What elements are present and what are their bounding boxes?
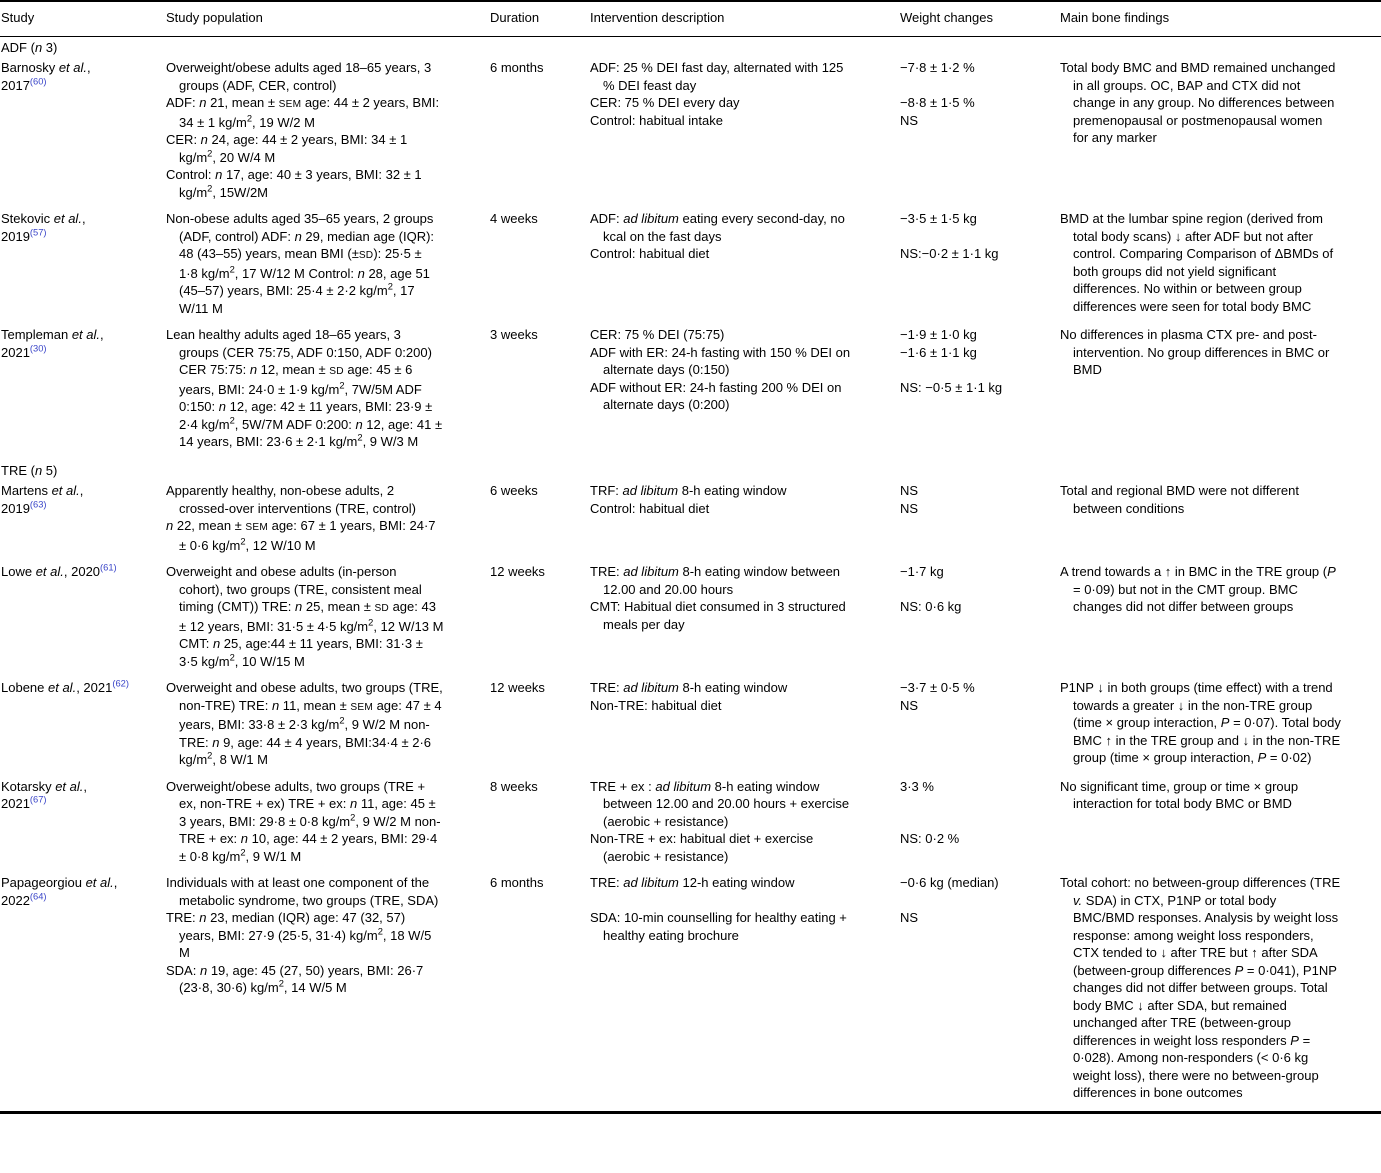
cell-duration: 8 weeks [490,778,538,794]
table-row-martens [0,482,1381,563]
cell-population: Lean healthy adults aged 18–65 years, 3 groups (CER 75:75, ADF 0:150, ADF 0:200) CER 75:75: n 12, mean ± SD age: 45 ± 6 years, BMI: 24·0 ± 1·9 $kg/m^2$, 7W/5M ADF 0:150: n 12, age: 42 ± 11 years, BMI: 23·9 ± 2·4 $kg/m^2$, 5W/7M ADF 0:200: n 12, age: 41 ± 14 years, BMI: 23·6 ± 2·1 $kg/m^2$, 9 W/3 M [166,327,443,449]
column-header-population: Study population [166,1,490,36]
cell-duration: 4 weeks [490,211,538,226]
cell-weight: −1·9 ± 1·0 kg −1·6 ± 1·1 kg NS: −0·5 ± 1·1 kg [900,327,1003,395]
cell-findings: A trend towards a ↑ in BMC in the TRE group (P = 0·09) but not in the CMT group. BMC changes did not differ between groups [1060,564,1336,614]
cell-intervention: CER: 75 % DEI (75:75) ADF with ER: 24-h fasting with 150 % DEI on alternate days (0:150) ADF without ER: 24-h fasting 200 % DEI on alternate days (0:200) [590,327,851,412]
cell-duration: 3 weeks [490,327,538,342]
citation-ref-link[interactable]: (57) [29,227,47,238]
column-header-findings: Main bone findings [1060,1,1381,36]
cell-population: Non-obese adults aged 35–65 years, 2 groups (ADF, control) ADF: n 29, median age (IQR): 48 (43–55) years, mean BMI (±SD): 25·5 ± 1·8 $kg/m^2$, 17 W/12 M Control: n 28, age 51 (45–57) years, BMI: 25·4 ± 2·2 $kg/m^2$, 17 W/11 M [166,211,435,316]
cell-intervention: TRE + ex : ad libitum 8-h eating window between 12.00 and 20.00 hours + exercise (aerobic + resistance) Non-TRE + ex: habitual diet + exercise (aerobic + resistance) [590,778,850,864]
citation-ref-link[interactable]: (67) [29,794,47,805]
cell-findings: Total body BMC and BMD remained unchanged in all groups. OC, BAP and CTX did not change in any group. No differences between premenopausal or postmenopausal women for any marker [1060,60,1336,145]
cell-study: Martens et al., 2019$^{(63)}$ [1,483,84,516]
cell-weight: 3·3 % NS: 0·2 % [900,778,960,846]
cell-weight: −1·7 kg NS: 0·6 kg [900,564,962,614]
cell-intervention: TRF: ad libitum 8-h eating window Control: habitual diet [590,483,787,516]
cell-population: Overweight and obese adults (in-person cohort), two groups (TRE, consistent meal timing (CMT)) TRE: n 25, mean ± SD age: 43 ± 12 years, BMI: 31·5 ± 4·5 $kg/m^2$, 12 W/13 M CMT: n 25, age:44 ± 11 years, BMI: 31·3 ± 3·5 $kg/m^2$, 10 W/15 M [166,564,444,669]
table-row-lobene [0,679,1381,778]
cell-intervention: TRE: ad libitum 8-h eating window Non-TRE: habitual diet [590,680,788,713]
cell-study: Barnosky et al., 2017$^{(60)}$ [1,60,91,93]
cell-duration: 6 weeks [490,483,538,498]
cell-weight: −7·8 ± 1·2 % −8·8 ± 1·5 % NS [900,60,975,128]
cell-duration: 6 months [490,60,544,75]
section-label-tre: TRE (n 5) [1,462,58,478]
cell-intervention: TRE: ad libitum 8-h eating window between 12.00 and 20.00 hours CMT: Habitual diet consumed in 3 structured meals per day [590,564,846,632]
cell-intervention: ADF: 25 % DEI fast day, alternated with 125 % DEI feast day CER: 75 % DEI every day Control: habitual intake [590,60,844,128]
cell-weight: −0·6 kg (median) NS [900,875,999,925]
table-row-papageorgiou [0,874,1381,1112]
cell-population: Overweight and obese adults, two groups (TRE, non-TRE) TRE: n 11, mean ± SEM age: 47 ± 4 years, BMI: 33·8 ± 2·3 $kg/m^2$, 9 W/2 M non-TRE: n 9, age: 44 ± 4 years, BMI:34·4 ± 2·6 $kg/m^2$, 8 W/1 M [166,680,443,767]
cell-study: Templeman et al., 2021$^{(30)}$ [1,327,104,360]
cell-intervention: TRE: ad libitum 12-h eating window SDA: 10-min counselling for healthy eating + healthy eating brochure [590,875,847,943]
header-row [0,1,1381,36]
table-row-lowe [0,563,1381,679]
cell-findings: No significant time, group or time × group interaction for total body BMC or BMD [1060,778,1299,811]
cell-weight: −3·5 ± 1·5 kg NS:−0·2 ± 1·1 kg [900,211,999,261]
table-row-kotarsky [0,778,1381,875]
citation-ref-link[interactable]: (64) [29,891,47,902]
cell-study: Stekovic et al., 2019$^{(57)}$ [1,211,86,244]
table-row-barnosky [0,59,1381,210]
cell-findings: BMD at the lumbar spine region (derived from total body scans) ↓ after ADF but not after control. Comparing Comparison of ΔBMDs of both groups did not yield significant differences. No within or between group differences were seen for total body BMC [1060,211,1334,314]
table-row-stekovic [0,210,1381,326]
cell-findings: P1NP ↓ in both groups (time effect) with a trend towards a greater ↓ in the non-TRE group (time × group interaction, P = 0·07). Total body BMC ↑ in the TRE group and ↓ in the non-TRE group (time × group interaction, P = 0·02) [1060,680,1341,765]
cell-duration: 12 weeks [490,564,545,579]
cell-study: Kotarsky et al., 2021$^{(67)}$ [1,778,87,811]
section-label-adf: ADF (n 3) [1,39,58,55]
citation-ref-link[interactable]: (61) [100,562,117,573]
cell-population: Individuals with at least one component of the metabolic syndrome, two groups (TRE, SDA) TRE: n 23, median (IQR) age: 47 (32, 57) years, BMI: 27·9 (25·5, 31·4) $kg/m^2$, 18 W/5 M SDA: n 19, age: 45 (27, 50) years, BMI: 26·7 (23·8, 30·6) $kg/m^2$, 14 W/5 M [166,875,439,995]
column-header-duration: Duration [490,1,590,36]
cell-study: Papageorgiou et al., 2022$^{(64)}$ [1,875,118,908]
cell-findings: Total cohort: no between-group differences (TRE v. SDA) in CTX, P1NP or total body BMC/BMD responses. Analysis by weight loss response: among weight loss responders, CTX tended to ↓ after TRE but ↑ after SDA (between-group differences P = 0·041), P1NP changes did not differ between groups. Total body BMC ↓ after SDA, but remained unchanged after TRE (between-group differences in weight loss responders P = 0·028). Among non-responders (< 0·6 kg weight loss), there were no between-group differences in bone outcomes [1060,875,1341,1100]
citation-ref-link[interactable]: (30) [29,343,47,354]
column-header-weight: Weight changes [900,1,1060,36]
cell-intervention: ADF: ad libitum eating every second-day, no kcal on the fast days Control: habitual diet [590,211,845,261]
column-header-study: Study [0,1,166,36]
cell-findings: Total and regional BMD were not different between conditions [1060,483,1299,516]
cell-population: Overweight/obese adults, two groups (TRE + ex, non-TRE + ex) TRE + ex: n 11, age: 45 ± 3 years, BMI: 29·8 ± 0·8 $kg/m^2$, 9 W/2 M non-TRE + ex: n 10, age: 44 ± 2 years, BMI: 29·4 ± 0·8 $kg/m^2$, 9 W/1 M [166,778,441,864]
column-header-intervention: Intervention description [590,1,900,36]
cell-population: Overweight/obese adults aged 18–65 years, 3 groups (ADF, CER, control) ADF: n 21, mean ± SEM age: 44 ± 2 years, BMI: 34 ± 1 $kg/m^2$, 19 W/2 M CER: n 24, age: 44 ± 2 years, BMI: 34 ± 1 $kg/m^2$, 20 W/4 M Control: n 17, age: 40 ± 3 years, BMI: 32 ± 1 $kg/m^2$, 15W/2M [166,60,440,200]
table-row-templeman [0,326,1381,460]
cell-population: Apparently healthy, non-obese adults, 2 crossed-over interventions (TRE, control) n 22, mean ± SEM age: 67 ± 1 years, BMI: 24·7 ± 0·6 $kg/m^2$, 12 W/10 M [166,483,436,553]
cell-duration: 12 weeks [490,680,545,695]
cell-study: Lobene et al., 2021$^{(62)}$ [1,678,129,695]
section-row-adf [0,36,1381,59]
cell-weight: NS NS [900,483,919,516]
citation-ref-link[interactable]: (60) [29,76,47,87]
citation-ref-link[interactable]: (63) [29,499,47,510]
section-row-tre [0,460,1381,483]
cell-study: Lowe et al., 2020$^{(61)}$ [1,562,117,579]
table-header [0,1,1381,36]
cell-duration: 6 months [490,875,544,890]
cell-weight: −3·7 ± 0·5 % NS [900,680,975,713]
citation-ref-link[interactable]: (62) [112,678,129,689]
cell-findings: No differences in plasma CTX pre- and post-intervention. No group differences in BMC or BMD [1060,327,1330,377]
